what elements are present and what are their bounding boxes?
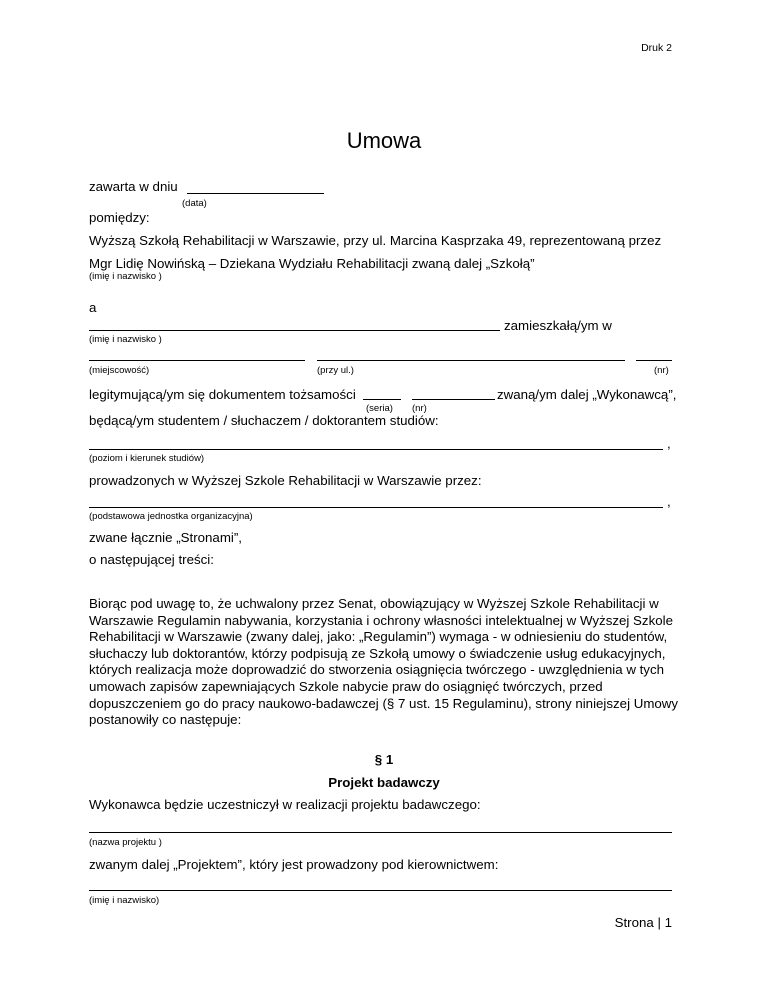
o-nastepujacej: o następującej treści: (89, 552, 214, 567)
comma-1: , (667, 436, 671, 451)
document-number: Druk 2 (641, 42, 672, 54)
preamble-paragraph: Biorąc pod uwagę to, że uchwalony przez Senat, obowiązujący w Wyższej Szkole Rehabilitacji w Warszawie Regulamin nabywania, korzystania i ochrony własności intelektualnej w Wyższej Szkole Rehabilitacji w Warszawie (zwany dalej, jako: „Regulamin”) wymaga - w odniesieniu do studentów, słuchaczy lub doktorantów, którzy podpisują ze Szkołą umowy o świadczenie usług edukacyjnych, których realizacja może doprowadzić do stworzenia osiągnięcia twórczego - uwzględnienia w tych umowach zapisów zapewniających Szkole nabycie praw do osiągnięć twórczych, przed dopuszczeniem go do pracy naukowo-badawczej (§ 7 ust. 15 Regulaminu), strony niniejszej Umowy postanowiły co następuje: (89, 596, 679, 728)
unit-field[interactable] (89, 507, 663, 508)
legitymujaca-label: legitymującą/ym się dokumentem tożsamości (89, 387, 356, 402)
document-title: Umowa (346, 128, 422, 153)
section-1-text1: Wykonawca będzie uczestniczył w realizacji projektu badawczego: (89, 797, 481, 812)
id-series-label: (seria) (366, 403, 393, 414)
supervisor-field[interactable] (89, 890, 672, 891)
id-number-field[interactable] (412, 399, 495, 400)
name-label-2: (imię i nazwisko ) (89, 334, 162, 345)
city-field[interactable] (89, 360, 305, 361)
supervisor-label: (imię i nazwisko) (89, 895, 160, 906)
city-label: (miejscowość) (89, 365, 150, 376)
street-field[interactable] (317, 360, 625, 361)
section-1-heading: Projekt badawczy (328, 775, 440, 790)
wykonawca-label: zwaną/ym dalej „Wykonawcą”, (497, 387, 677, 402)
study-level-field[interactable] (89, 449, 663, 450)
id-series-field[interactable] (363, 399, 401, 400)
study-level-label: (poziom i kierunek studiów) (89, 453, 205, 464)
unit-label: (podstawowa jednostka organizacyjna) (89, 511, 253, 522)
page-number: Strona | 1 (614, 915, 672, 930)
house-number-field[interactable] (636, 360, 672, 361)
comma-2: , (667, 494, 671, 509)
date-label: (data) (182, 198, 207, 209)
prowadzonych-label: prowadzonych w Wyższej Szkole Rehabilitacji w Warszawie przez: (89, 473, 482, 488)
section-1-text2: zwanym dalej „Projektem”, który jest prowadzony pod kierownictwem: (89, 857, 499, 872)
pomiedzy-label: pomiędzy: (89, 210, 150, 225)
party2-name-field[interactable] (89, 330, 500, 331)
zamieszkala-label: zamieszkałą/ym w (504, 318, 612, 333)
id-number-label: (nr) (412, 403, 427, 414)
party1-line2: Mgr Lidię Nowińską – Dziekana Wydziału Rehabilitacji zwaną dalej „Szkołą” (89, 256, 535, 271)
street-label: (przy ul.) (317, 365, 354, 376)
zawarta-label: zawarta w dniu (89, 179, 178, 194)
date-field[interactable] (187, 193, 324, 194)
section-1-number: § 1 (374, 752, 394, 767)
project-name-label: (nazwa projektu ) (89, 837, 162, 848)
project-name-field[interactable] (89, 832, 672, 833)
house-number-label: (nr) (654, 365, 669, 376)
zwane-lacznie: zwane łącznie „Stronami”, (89, 530, 242, 545)
party1-line1: Wyższą Szkołą Rehabilitacji w Warszawie, przy ul. Marcina Kasprzaka 49, reprezentowaną przez (89, 233, 662, 248)
a-label: a (89, 300, 97, 315)
bedaca-label: będącą/ym studentem / słuchaczem / doktorantem studiów: (89, 413, 439, 428)
name-label-1: (imię i nazwisko ) (89, 271, 162, 282)
